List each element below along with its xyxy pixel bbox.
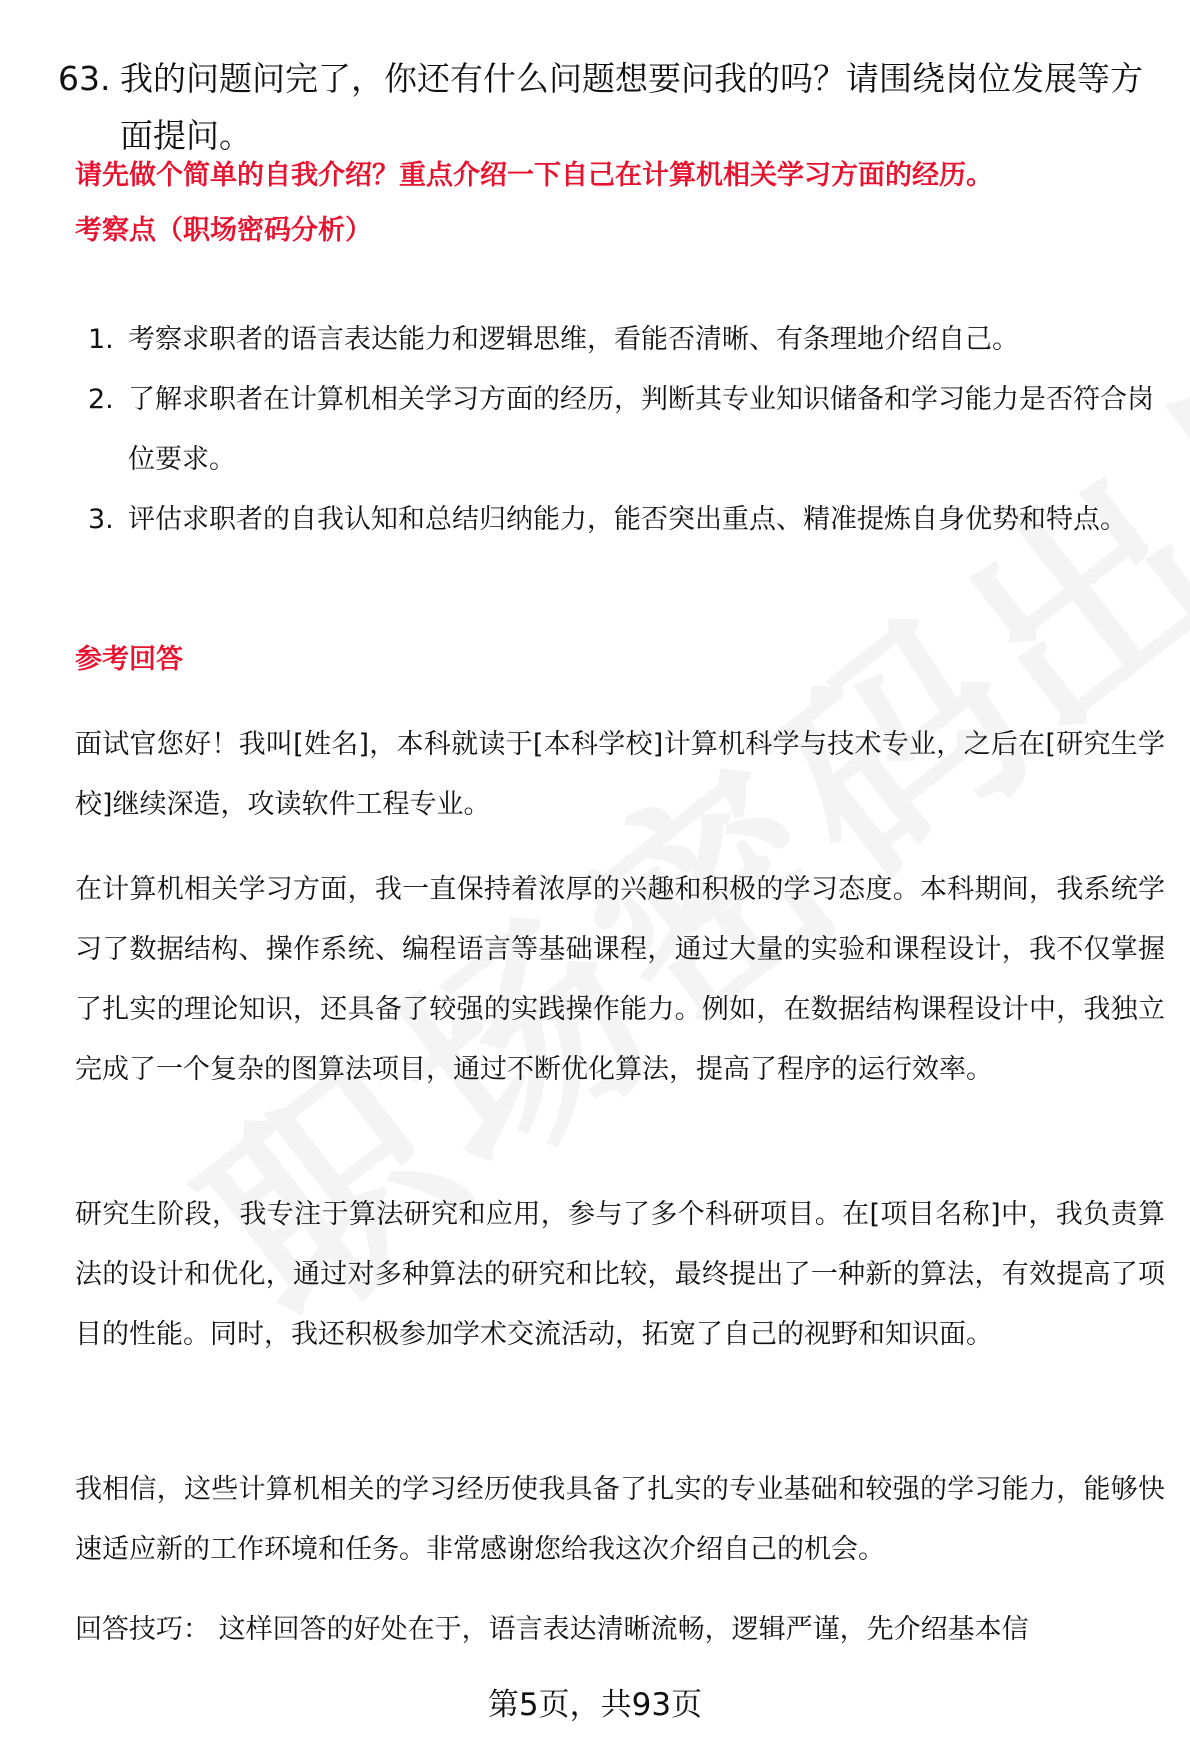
answer-paragraph-intro: 面试官您好！我叫[姓名]，本科就读于[本科学校]计算机科学与技术专业，之后在[研究生学校]继续深造，攻读软件工程专业。: [75, 729, 1165, 820]
analysis-heading: 考察点（职场密码分析）: [75, 215, 372, 246]
analysis-item: [88, 310, 1168, 370]
analysis-item: [88, 370, 1168, 490]
analysis-list: [88, 310, 1168, 550]
analysis-item-text: 了解求职者在计算机相关学习方面的经历，判断其专业知识储备和学习能力是否符合岗位要求。: [128, 384, 1154, 475]
prompt-heading: 请先做个简单的自我介绍？重点介绍一下自己在计算机相关学习方面的经历。: [75, 160, 993, 191]
question-text: 我的问题问完了，你还有什么问题想要问我的吗？请围绕岗位发展等方面提问。: [120, 59, 1143, 155]
answer-heading: 参考回答: [75, 644, 183, 675]
analysis-item-index: 2.: [88, 384, 114, 415]
analysis-item: [88, 490, 1168, 550]
analysis-item-index: 1.: [88, 324, 114, 355]
question-title: [58, 50, 1158, 164]
question-number: 63.: [58, 59, 111, 98]
analysis-item-text: 评估求职者的自我认知和总结归纳能力，能否突出重点、精准提炼自身优势和特点。: [128, 504, 1127, 535]
answer-tips: 回答技巧： 这样回答的好处在于，语言表达清晰流畅，逻辑严谨，先介绍基本信: [75, 1614, 1029, 1645]
analysis-item-text: 考察求职者的语言表达能力和逻辑思维，看能否清晰、有条理地介绍自己。: [128, 324, 1019, 355]
answer-paragraph-graduate: 研究生阶段，我专注于算法研究和应用，参与了多个科研项目。在[项目名称]中，我负责算法的设计和优化，通过对多种算法的研究和比较，最终提出了一种新的算法，有效提高了项目的性能。同时，我还积极参加学术交流活动，拓宽了自己的视野和知识面。: [75, 1199, 1165, 1350]
analysis-item-index: 3.: [88, 504, 114, 535]
page-footer: 第5页，共93页: [487, 1687, 703, 1723]
answer-paragraph-closing: 我相信，这些计算机相关的学习经历使我具备了扎实的专业基础和较强的学习能力，能够快速适应新的工作环境和任务。非常感谢您给我这次介绍自己的机会。: [75, 1474, 1165, 1565]
answer-paragraph-undergrad: 在计算机相关学习方面，我一直保持着浓厚的兴趣和积极的学习态度。本科期间，我系统学习了数据结构、操作系统、编程语言等基础课程，通过大量的实验和课程设计，我不仅掌握了扎实的理论知识，还具备了较强的实践操作能力。例如，在数据结构课程设计中，我独立完成了一个复杂的图算法项目，通过不断优化算法，提高了程序的运行效率。: [75, 874, 1165, 1085]
